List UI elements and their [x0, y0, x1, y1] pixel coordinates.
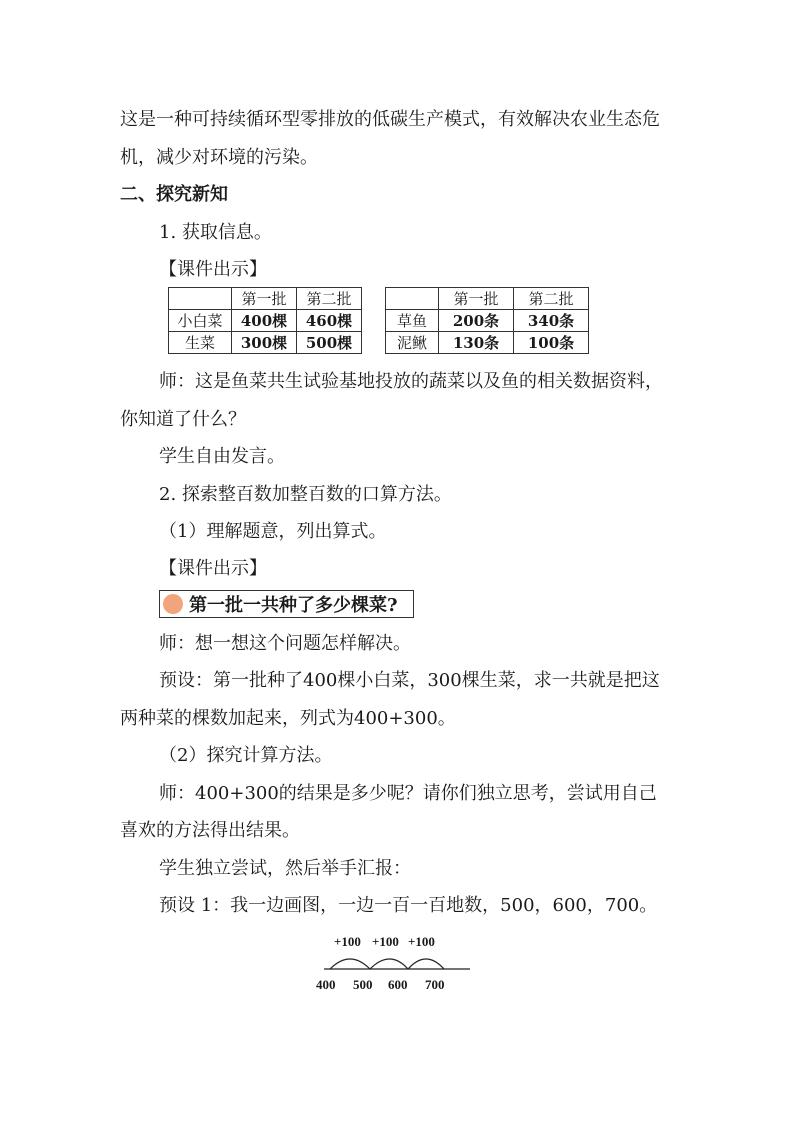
- fish-table: [385, 287, 589, 354]
- number-line: [300, 945, 500, 980]
- table-cell: 400棵: [232, 310, 297, 332]
- paragraph-line: 学生自由发言。: [159, 446, 285, 467]
- paragraph-line: 学生独立尝试，然后举手汇报：: [159, 858, 411, 879]
- paragraph-line: 师：400+300的结果是多少呢？请你们独立思考，尝试用自己: [159, 783, 657, 804]
- section-heading: 二、探究新知: [120, 184, 228, 205]
- jump-arc: [330, 959, 370, 969]
- tick-label: 700: [425, 977, 445, 992]
- table-cell: 300棵: [232, 332, 297, 354]
- jump-arc: [370, 959, 408, 969]
- jump-label: +100: [334, 934, 361, 949]
- courseware-label: 【课件出示】: [159, 259, 267, 280]
- table-cell: 第二批: [297, 288, 362, 310]
- tick-label: 600: [388, 977, 408, 992]
- paragraph-line: 预设 1：我一边画图，一边一百一百地数，500，600，700。: [159, 895, 658, 916]
- sub-heading: （2）探究计算方法。: [159, 745, 333, 766]
- table-cell: 460棵: [297, 310, 362, 332]
- paragraph-line: 师：这是鱼菜共生试验基地投放的蔬菜以及鱼的相关数据资料，: [159, 371, 663, 392]
- table-row: [169, 310, 362, 332]
- table-cell: 生菜: [169, 332, 232, 354]
- courseware-label: 【课件出示】: [159, 558, 267, 579]
- jump-arc: [408, 959, 444, 969]
- paragraph-line: 这是一种可持续循环型零排放的低碳生产模式，有效解决农业生态危: [120, 109, 660, 130]
- table-cell: 200条: [439, 310, 514, 332]
- table-row: [386, 310, 589, 332]
- paragraph-line: 预设：第一批种了400棵小白菜，300棵生菜，求一共就是把这: [159, 670, 660, 691]
- table-cell: 草鱼: [386, 310, 439, 332]
- paragraph-line: 机，减少对环境的污染。: [120, 147, 318, 168]
- table-cell: 340条: [514, 310, 589, 332]
- table-cell: [169, 288, 232, 310]
- question-text: 第一批一共种了多少棵菜?: [189, 595, 398, 616]
- paragraph-line: 师：想一想这个问题怎样解决。: [159, 633, 411, 654]
- vegetable-table: [168, 287, 362, 354]
- paragraph-line: 两种菜的棵数加起来，列式为400+300。: [120, 708, 456, 729]
- jump-label: +100: [372, 934, 399, 949]
- circle-bullet-icon: [163, 594, 183, 614]
- table-header-row: [169, 288, 362, 310]
- step-heading: 1. 获取信息。: [159, 222, 272, 243]
- sub-heading: （1）理解题意，列出算式。: [159, 521, 387, 542]
- table-header-row: [386, 288, 589, 310]
- question-box: [159, 590, 414, 618]
- table-cell: 第一批: [232, 288, 297, 310]
- table-cell: 泥鳅: [386, 332, 439, 354]
- table-row: [386, 332, 589, 354]
- tick-label: 400: [316, 977, 336, 992]
- table-cell: 第二批: [514, 288, 589, 310]
- table-cell: 100条: [514, 332, 589, 354]
- table-cell: 130条: [439, 332, 514, 354]
- table-cell: 500棵: [297, 332, 362, 354]
- paragraph-line: 你知道了什么？: [120, 409, 246, 430]
- jump-label: +100: [408, 934, 435, 949]
- table-cell: 第一批: [439, 288, 514, 310]
- table-cell: [386, 288, 439, 310]
- table-cell: 小白菜: [169, 310, 232, 332]
- tick-label: 500: [353, 977, 373, 992]
- step-heading: 2. 探索整百数加整百数的口算方法。: [159, 484, 452, 505]
- table-row: [169, 332, 362, 354]
- paragraph-line: 喜欢的方法得出结果。: [120, 820, 300, 841]
